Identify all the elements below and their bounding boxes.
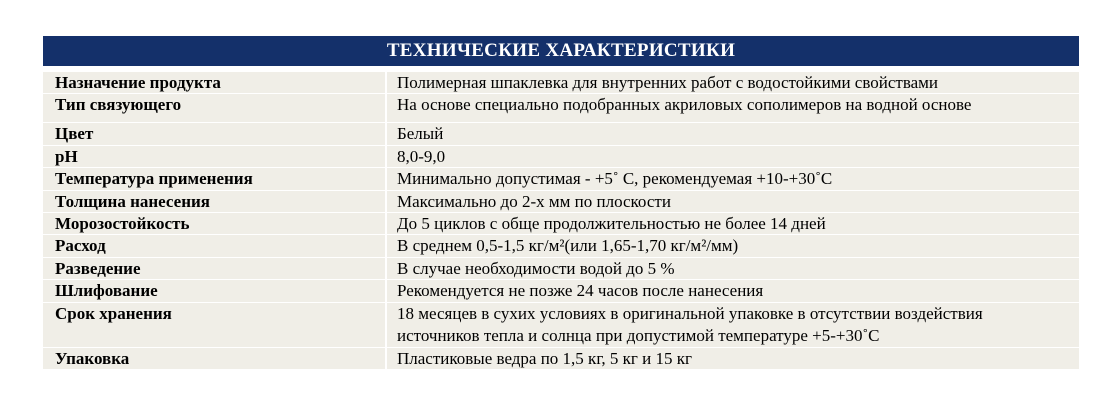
spec-value: До 5 циклов с обще продолжительностью не более 14 дней [387, 213, 1079, 234]
table-row [43, 213, 1079, 235]
spec-value: Белый [387, 123, 1079, 145]
spec-value: Пластиковые ведра по 1,5 кг, 5 кг и 15 кг [387, 348, 1079, 369]
spec-value: Полимерная шпаклевка для внутренних работ с водостойкими свойствами [387, 72, 1079, 93]
table-row [43, 303, 1079, 348]
table-row [43, 348, 1079, 370]
spec-name: Морозостойкость [43, 213, 385, 234]
table-row [43, 258, 1079, 280]
spec-name: pH [43, 146, 385, 167]
spec-value: В случае необходимости водой до 5 % [387, 258, 1079, 279]
spec-name: Расход [43, 235, 385, 257]
spec-name: Температура применения [43, 168, 385, 190]
spec-value: Минимально допустимая - +5˚ С, рекомендуемая +10-+30˚С [387, 168, 1079, 190]
spec-name: Назначение продукта [43, 72, 385, 93]
spec-name: Тип связующего [43, 94, 385, 122]
spec-name: Разведение [43, 258, 385, 279]
table-row [43, 146, 1079, 168]
table-row [43, 72, 1079, 94]
spec-value: 8,0-9,0 [387, 146, 1079, 167]
table-row [43, 280, 1079, 303]
spec-name: Шлифование [43, 280, 385, 302]
spec-name: Цвет [43, 123, 385, 145]
spec-value: На основе специально подобранных акриловых сополимеров на водной основе [387, 94, 1079, 122]
table-title: ТЕХНИЧЕСКИЕ ХАРАКТЕРИСТИКИ [43, 36, 1079, 66]
spec-value [387, 303, 1079, 347]
spec-value: Максимально до 2-х мм по плоскости [387, 191, 1079, 212]
table-row [43, 235, 1079, 258]
spec-value-line: 18 месяцев в сухих условиях в оригинальной упаковке в отсутствии воздействия [397, 304, 983, 323]
table-row [43, 191, 1079, 213]
table-row [43, 168, 1079, 191]
spec-value: Рекомендуется не позже 24 часов после нанесения [387, 280, 1079, 302]
spec-value: В среднем 0,5-1,5 кг/м²(или 1,65-1,70 кг/м²/мм) [387, 235, 1079, 257]
table-row [43, 123, 1079, 146]
spec-name: Срок хранения [43, 303, 385, 347]
table-row [43, 94, 1079, 123]
spec-name: Толщина нанесения [43, 191, 385, 212]
tech-specs-table [43, 36, 1079, 370]
spec-value-line: источников тепла и солнца при допустимой температуре +5-+30˚С [397, 326, 880, 345]
spec-name: Упаковка [43, 348, 385, 369]
